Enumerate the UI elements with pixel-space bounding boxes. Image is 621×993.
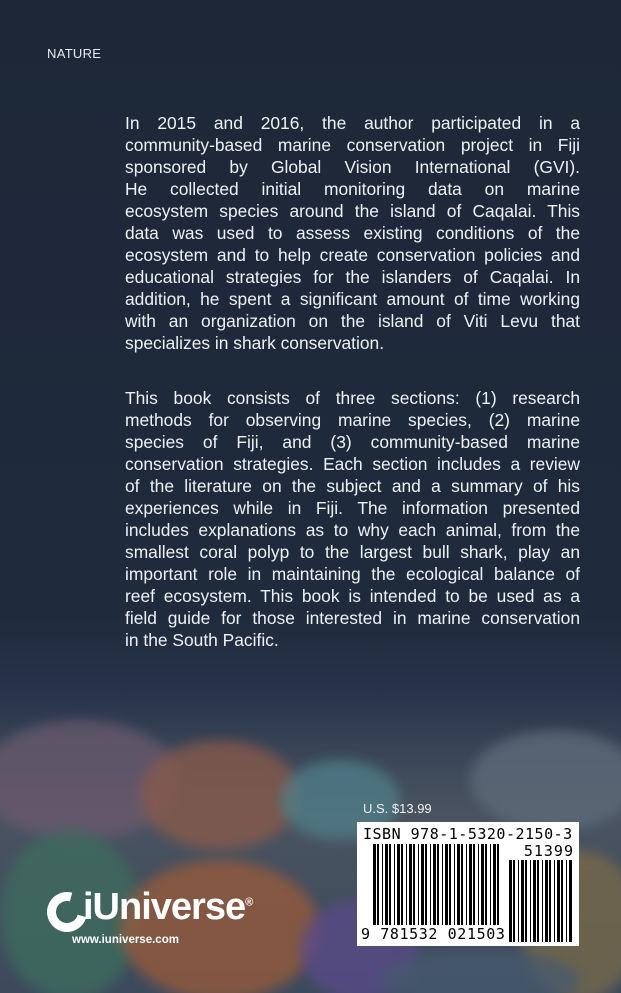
barcode-bar <box>569 860 572 942</box>
barcode-bar <box>557 860 560 942</box>
barcode-bar <box>533 860 536 942</box>
text-line: ecosystem and to help create conservation policies and <box>125 245 580 265</box>
text-line: In 2015 and 2016, the author participated in a <box>125 113 580 133</box>
text-line: reef ecosystem. This book is intended to be used as a <box>125 586 580 606</box>
text-line: sponsored by Global Vision International (GVI). <box>125 157 580 177</box>
text-line: of the literature on the subject and a summary of his <box>125 476 580 496</box>
text-line: He collected initial monitoring data on marine <box>125 179 580 199</box>
text-line: species of Fiji, and (3) community-based marine <box>125 432 580 452</box>
barcode-bar <box>525 860 527 942</box>
price-supplement-code: 51399 <box>523 842 574 860</box>
barcode-bar <box>530 860 531 942</box>
barcode-bar <box>554 860 555 942</box>
barcode-bar <box>537 860 539 942</box>
text-line: ecosystem species around the island of Caqalai. This <box>125 201 580 221</box>
text-line: specializes in shark conservation. <box>125 333 385 353</box>
description-paragraph-1 <box>125 112 580 354</box>
text-line: data was used to assess existing conditions of the <box>125 223 580 243</box>
text-line: with an organization on the island of Viti Levu that <box>125 311 580 331</box>
text-line: This book consists of three sections: (1) research <box>125 388 580 408</box>
barcode-bar <box>518 860 519 942</box>
isbn-barcode <box>357 822 579 946</box>
barcode-bar <box>542 860 543 942</box>
text-line: in the South Pacific. <box>125 630 279 650</box>
text-line: important role in maintaining the ecological balance of <box>125 564 580 584</box>
barcode-bar <box>549 860 551 942</box>
barcode-bar <box>561 860 563 942</box>
publisher-url[interactable]: www.iuniverse.com <box>72 934 179 946</box>
text-line: conservation strategies. Each section includes a review <box>125 454 580 474</box>
barcode-bar <box>566 860 567 942</box>
text-line: includes explanations as to why each animal, from the <box>125 520 580 540</box>
barcode-bar <box>545 860 548 942</box>
description-paragraph-2 <box>125 387 580 651</box>
text-line: addition, he spent a significant amount of time working <box>125 289 580 309</box>
text-line: experiences while in Fiji. The information presented <box>125 498 580 518</box>
barcode-bar <box>513 860 515 942</box>
isbn-text: ISBN 978-1-5320-2150-3 <box>363 825 573 843</box>
text-line: community-based marine conservation project in Fiji <box>125 135 580 155</box>
barcode-bar <box>509 860 512 942</box>
text-line: smallest coral polyp to the largest bull shark, play an <box>125 542 580 562</box>
barcode-bar <box>521 860 524 942</box>
barcode-digits: 9 781532 021503 <box>361 925 506 943</box>
registered-mark: ® <box>245 896 253 909</box>
category-label: NATURE <box>47 46 102 61</box>
text-line: methods for observing marine species, (2) marine <box>125 410 580 430</box>
barcode-bars-supplement <box>509 860 574 942</box>
text-line: field guide for those interested in marine conservation <box>125 608 580 628</box>
publisher-name: iUniverse <box>83 886 246 928</box>
text-line: educational strategies for the islanders of Caqalai. In <box>125 267 580 287</box>
price: U.S. $13.99 <box>363 801 432 816</box>
